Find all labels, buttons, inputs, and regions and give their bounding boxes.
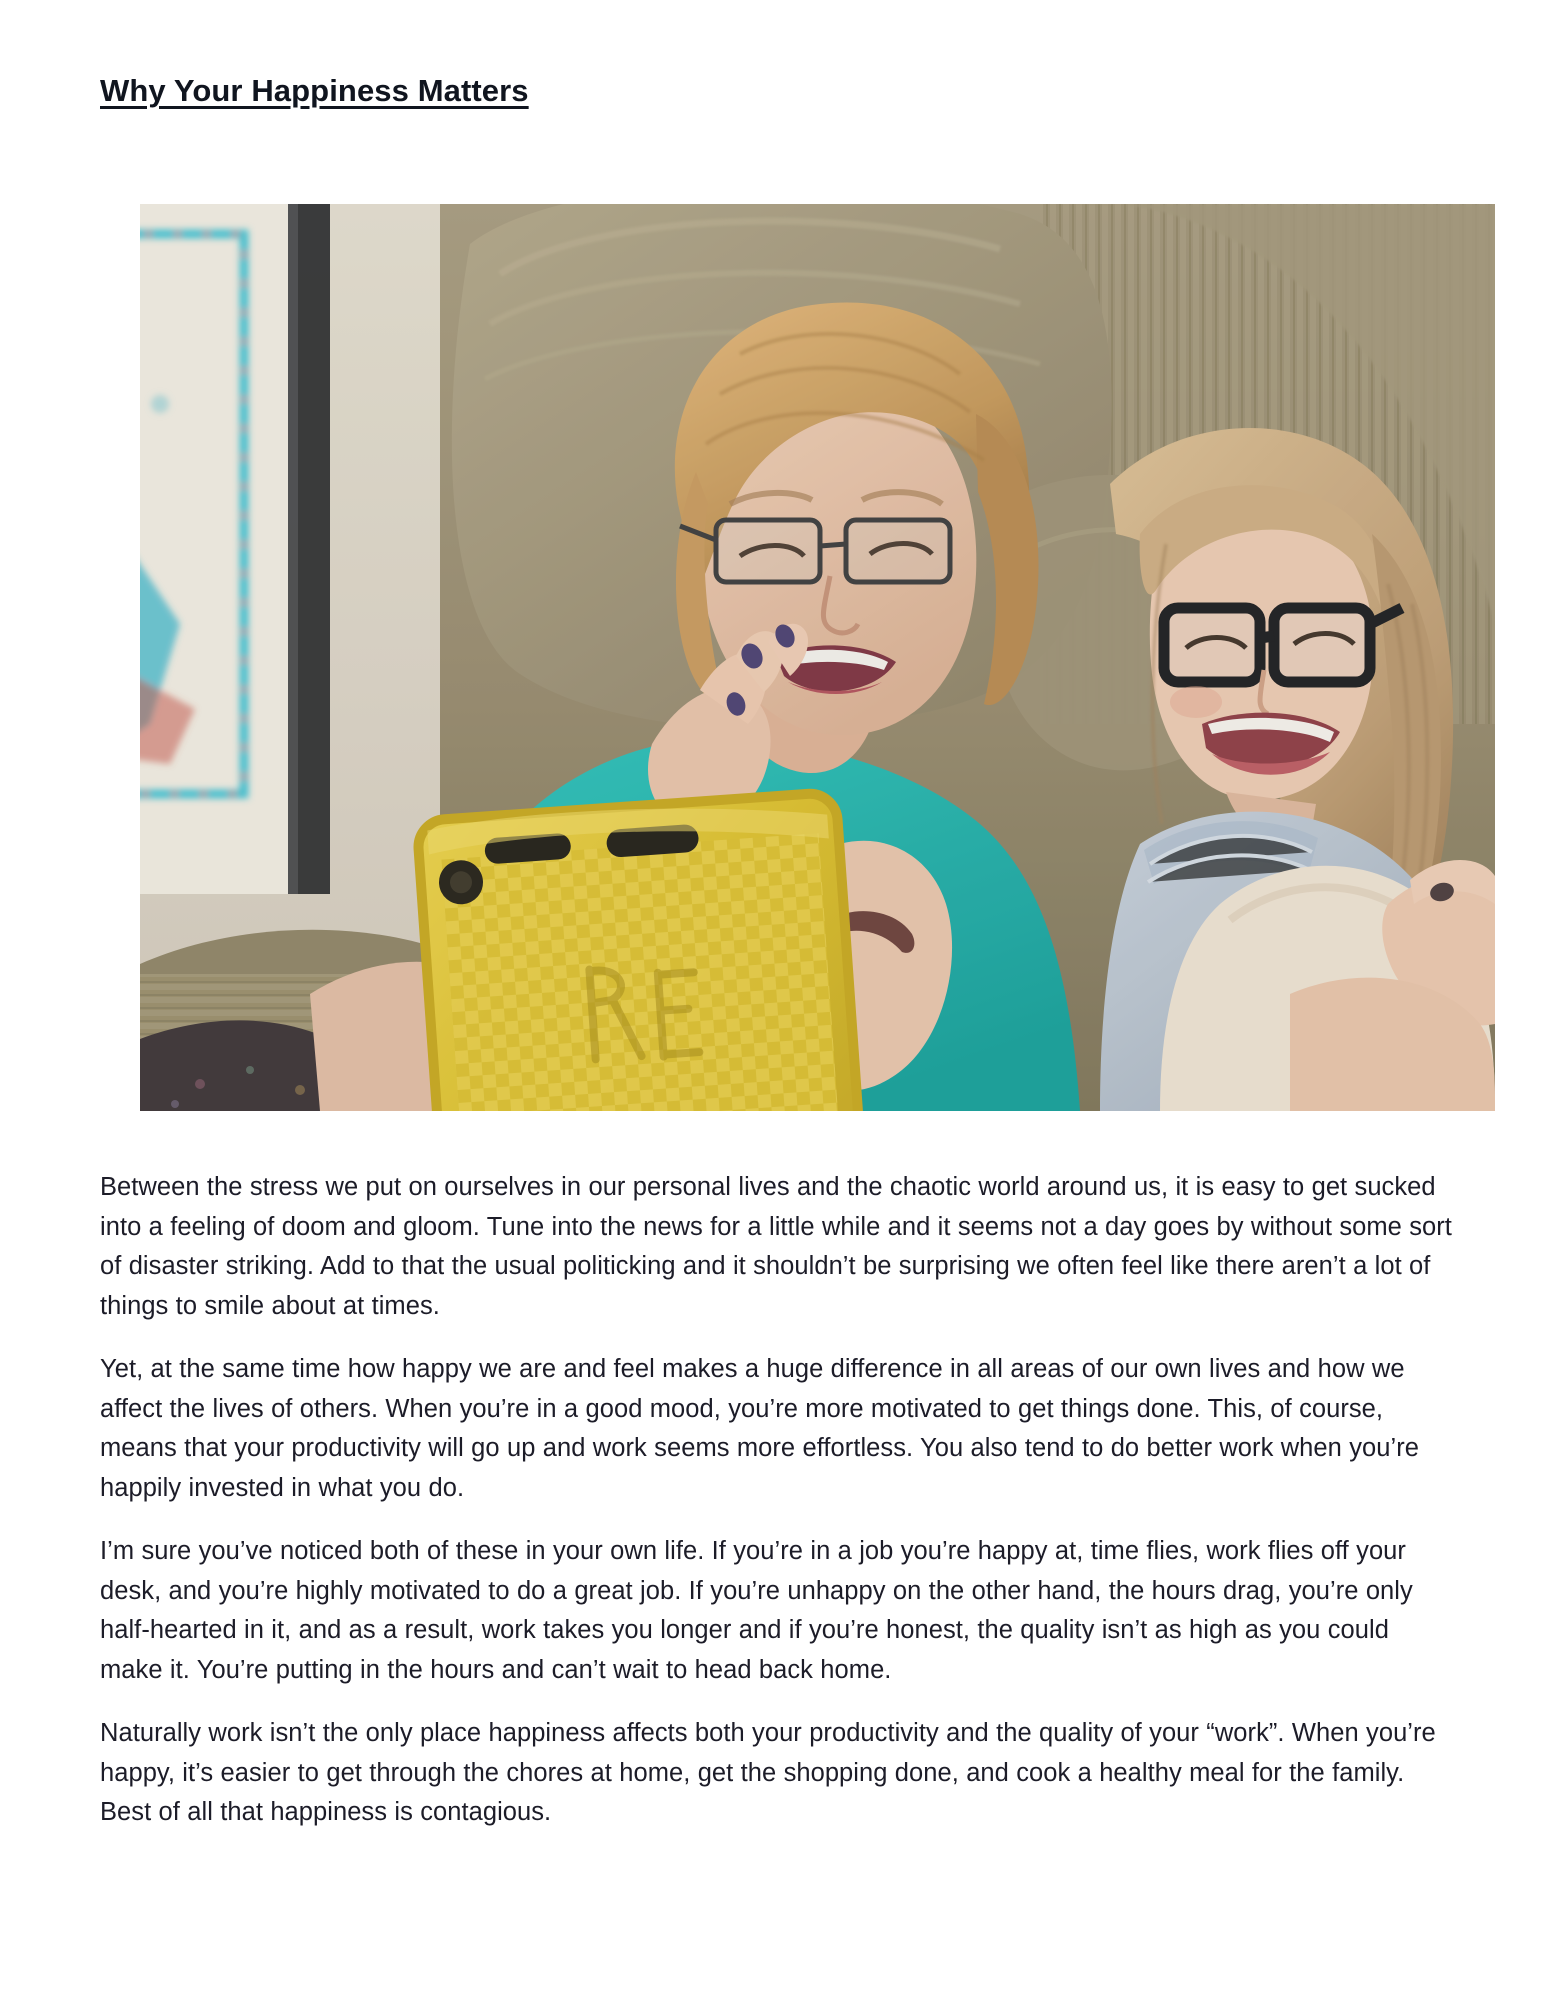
photo-illustration [140, 204, 1495, 1111]
page-title: Why Your Happiness Matters [100, 72, 529, 108]
article-body [100, 1168, 1456, 1833]
paragraph-3: I’m sure you’ve noticed both of these in your own life. If you’re in a job you’re happy at, time flies, work flies off your desk, and you’re highly motivated to do a great job. If you’re unhappy on the other hand, the hours drag, you’re only half-hearted in it, and as a result, work takes you longer and if you’re honest, the quality isn’t as high as you could make it. You’re putting in the hours and can’t wait to head back home. [100, 1537, 1413, 1684]
photo-canvas [140, 204, 1495, 1111]
article-photo [140, 204, 1495, 1111]
paragraph-4: Naturally work isn’t the only place happiness affects both your productivity and the quality of your “work”. When you’re happy, it’s easier to get through the chores at home, get the shopping done, and cook a healthy meal for the family. Best of all that happiness is contagious. [100, 1719, 1436, 1826]
paragraph-2: Yet, at the same time how happy we are and feel makes a huge difference in all areas of our own lives and how we affect the lives of others. When you’re in a good mood, you’re more motivated to get things done. This, of course, means that your productivity will go up and work seems more effortless. You also tend to do better work when you’re happily invested in what you do. [100, 1355, 1419, 1502]
paragraph-1: Between the stress we put on ourselves in our personal lives and the chaotic world around us, it is easy to get sucked into a feeling of doom and gloom. Tune into the news for a little while and it seems not a day goes by without some sort of disaster striking. Add to that the usual politicking and it shouldn’t be surprising we often feel like there aren’t a lot of things to smile about at times. [100, 1173, 1452, 1320]
